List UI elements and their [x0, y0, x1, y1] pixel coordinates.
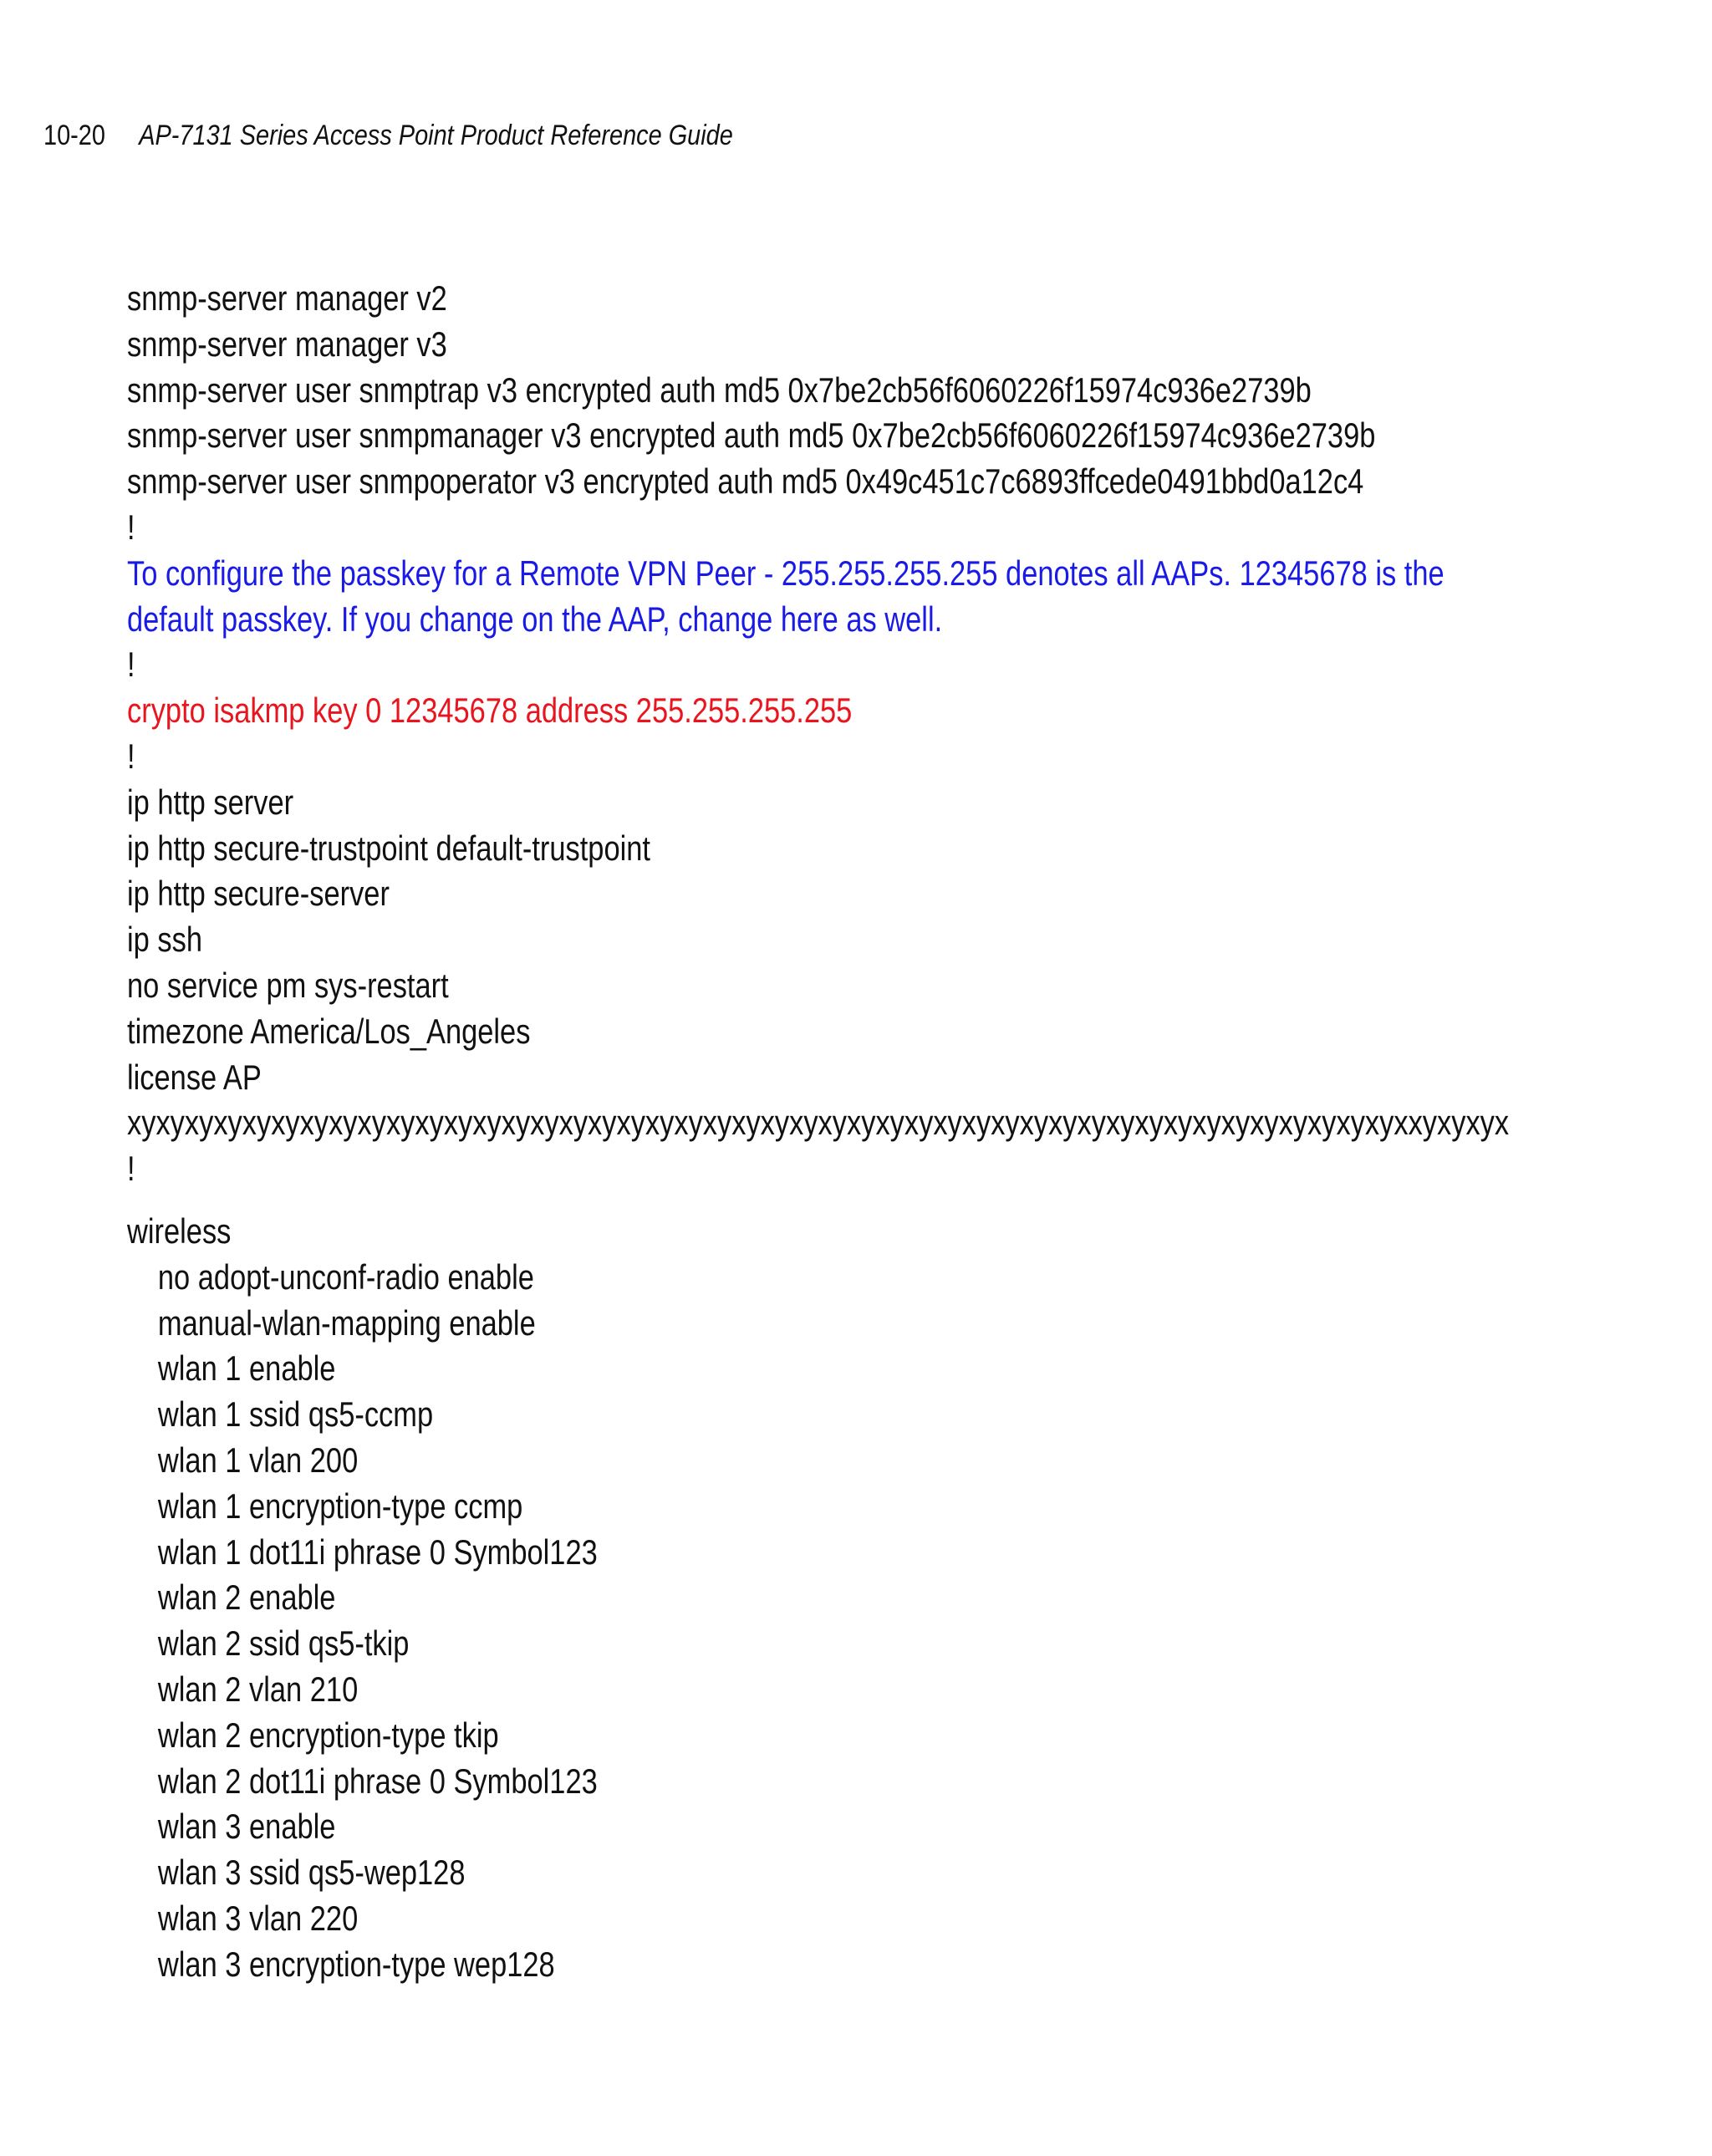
wireless-line: wlan 2 encryption-type tkip	[157, 1715, 499, 1755]
config-comment: To configure the passkey for a Remote VPN Peer - 255.255.255.255 denotes all AAPs. 12345678 is the	[127, 553, 1444, 593]
config-line: ip http secure-server	[127, 874, 390, 914]
config-separator: !	[127, 736, 135, 776]
config-comment: default passkey. If you change on the AAP, change here as well.	[127, 599, 943, 639]
config-separator: !	[127, 1149, 135, 1189]
config-line: snmp-server user snmpmanager v3 encrypted auth md5 0x7be2cb56f6060226f15974c936e2739b	[127, 415, 1376, 456]
page-number: 10-20	[43, 120, 105, 151]
wireless-line: wlan 2 vlan 210	[157, 1669, 359, 1709]
config-line: license AP	[127, 1057, 262, 1097]
wireless-line: wlan 3 encryption-type wep128	[157, 1944, 555, 1984]
config-line: ip ssh	[127, 920, 202, 960]
wireless-line: no adopt-unconf-radio enable	[157, 1256, 534, 1297]
config-line: snmp-server user snmptrap v3 encrypted auth md5 0x7be2cb56f6060226f15974c936e2739b	[127, 370, 1312, 410]
wireless-line: wlan 1 ssid qs5-ccmp	[157, 1394, 434, 1435]
wireless-line: wlan 3 enable	[157, 1807, 336, 1847]
config-line: ip http server	[127, 782, 294, 822]
wireless-line: manual-wlan-mapping enable	[157, 1302, 536, 1343]
config-listing	[127, 276, 1699, 1987]
wireless-line: wlan 1 vlan 200	[157, 1440, 359, 1480]
wireless-line: wlan 2 ssid qs5-tkip	[157, 1623, 410, 1664]
config-line: timezone America/Los_Angeles	[127, 1011, 531, 1051]
license-key-line: xyxyxyxyxyxyxyxyxyxyxyxyxyxyxyxyxyxyxyxyxyxyxyxyxyxyxyxyxyxyxyxyxyxyxyxyxyxyxyxyxyxyxyxyxxyxyxyx	[127, 1103, 1510, 1143]
page-header	[43, 117, 733, 154]
wireless-line: wlan 2 enable	[157, 1577, 336, 1618]
config-line: no service pm sys-restart	[127, 965, 449, 1005]
config-separator: !	[127, 507, 135, 547]
wireless-line: wlan 2 dot11i phrase 0 Symbol123	[157, 1761, 598, 1801]
crypto-key-line: crypto isakmp key 0 12345678 address 255.255.255.255	[127, 691, 853, 731]
wireless-line: wlan 3 vlan 220	[157, 1898, 359, 1938]
wireless-line: wlan 1 encryption-type ccmp	[157, 1486, 523, 1526]
config-separator: !	[127, 645, 135, 685]
config-line: ip http secure-trustpoint default-trustpoint	[127, 828, 650, 868]
config-line: snmp-server manager v3	[127, 324, 447, 364]
config-line: snmp-server user snmpoperator v3 encrypted auth md5 0x49c451c7c6893ffcede0491bbd0a12c4	[127, 461, 1364, 502]
wireless-section-header: wireless	[127, 1211, 232, 1251]
wireless-line: wlan 1 dot11i phrase 0 Symbol123	[157, 1532, 598, 1572]
guide-title: AP-7131 Series Access Point Product Reference Guide	[139, 120, 733, 151]
wireless-line: wlan 1 enable	[157, 1348, 336, 1389]
wireless-line: wlan 3 ssid qs5-wep128	[157, 1853, 466, 1893]
config-line: snmp-server manager v2	[127, 278, 447, 318]
